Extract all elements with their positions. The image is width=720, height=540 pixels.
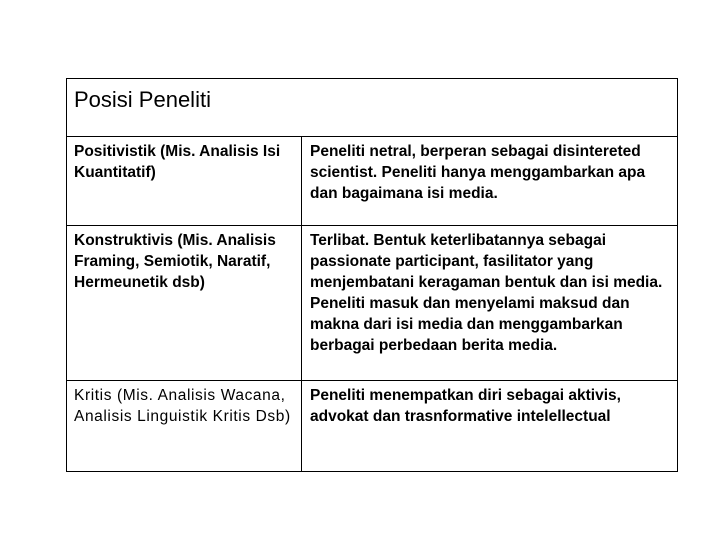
table-row — [67, 381, 678, 472]
paradigm-positivistik: Positivistik (Mis. Analisis Isi Kuantitatif) — [67, 137, 302, 226]
table-row — [67, 137, 678, 226]
positions-table — [66, 78, 678, 472]
table-title: Posisi Peneliti — [67, 79, 678, 137]
researcher-position-konstruktivis: Terlibat. Bentuk keterlibatannya sebagai passionate participant, fasilitator yang menjembatani keragaman bentuk dan isi media. Peneliti masuk dan menyelami maksud dan makna dari isi media dan menggambarkan berbagai perbedaan berita media. — [301, 226, 677, 381]
researcher-position-positivistik: Peneliti netral, berperan sebagai disintereted scientist. Peneliti hanya menggambarkan apa dan bagaimana isi media. — [301, 137, 677, 226]
researcher-position-kritis: Peneliti menempatkan diri sebagai aktivis, advokat dan trasnformative intelellectual — [301, 381, 677, 472]
paradigm-kritis: Kritis (Mis. Analisis Wacana, Analisis Linguistik Kritis Dsb) — [67, 381, 302, 472]
table-row — [67, 226, 678, 381]
paradigm-konstruktivis: Konstruktivis (Mis. Analisis Framing, Semiotik, Naratif, Hermeunetik dsb) — [67, 226, 302, 381]
table-header-row — [67, 79, 678, 137]
